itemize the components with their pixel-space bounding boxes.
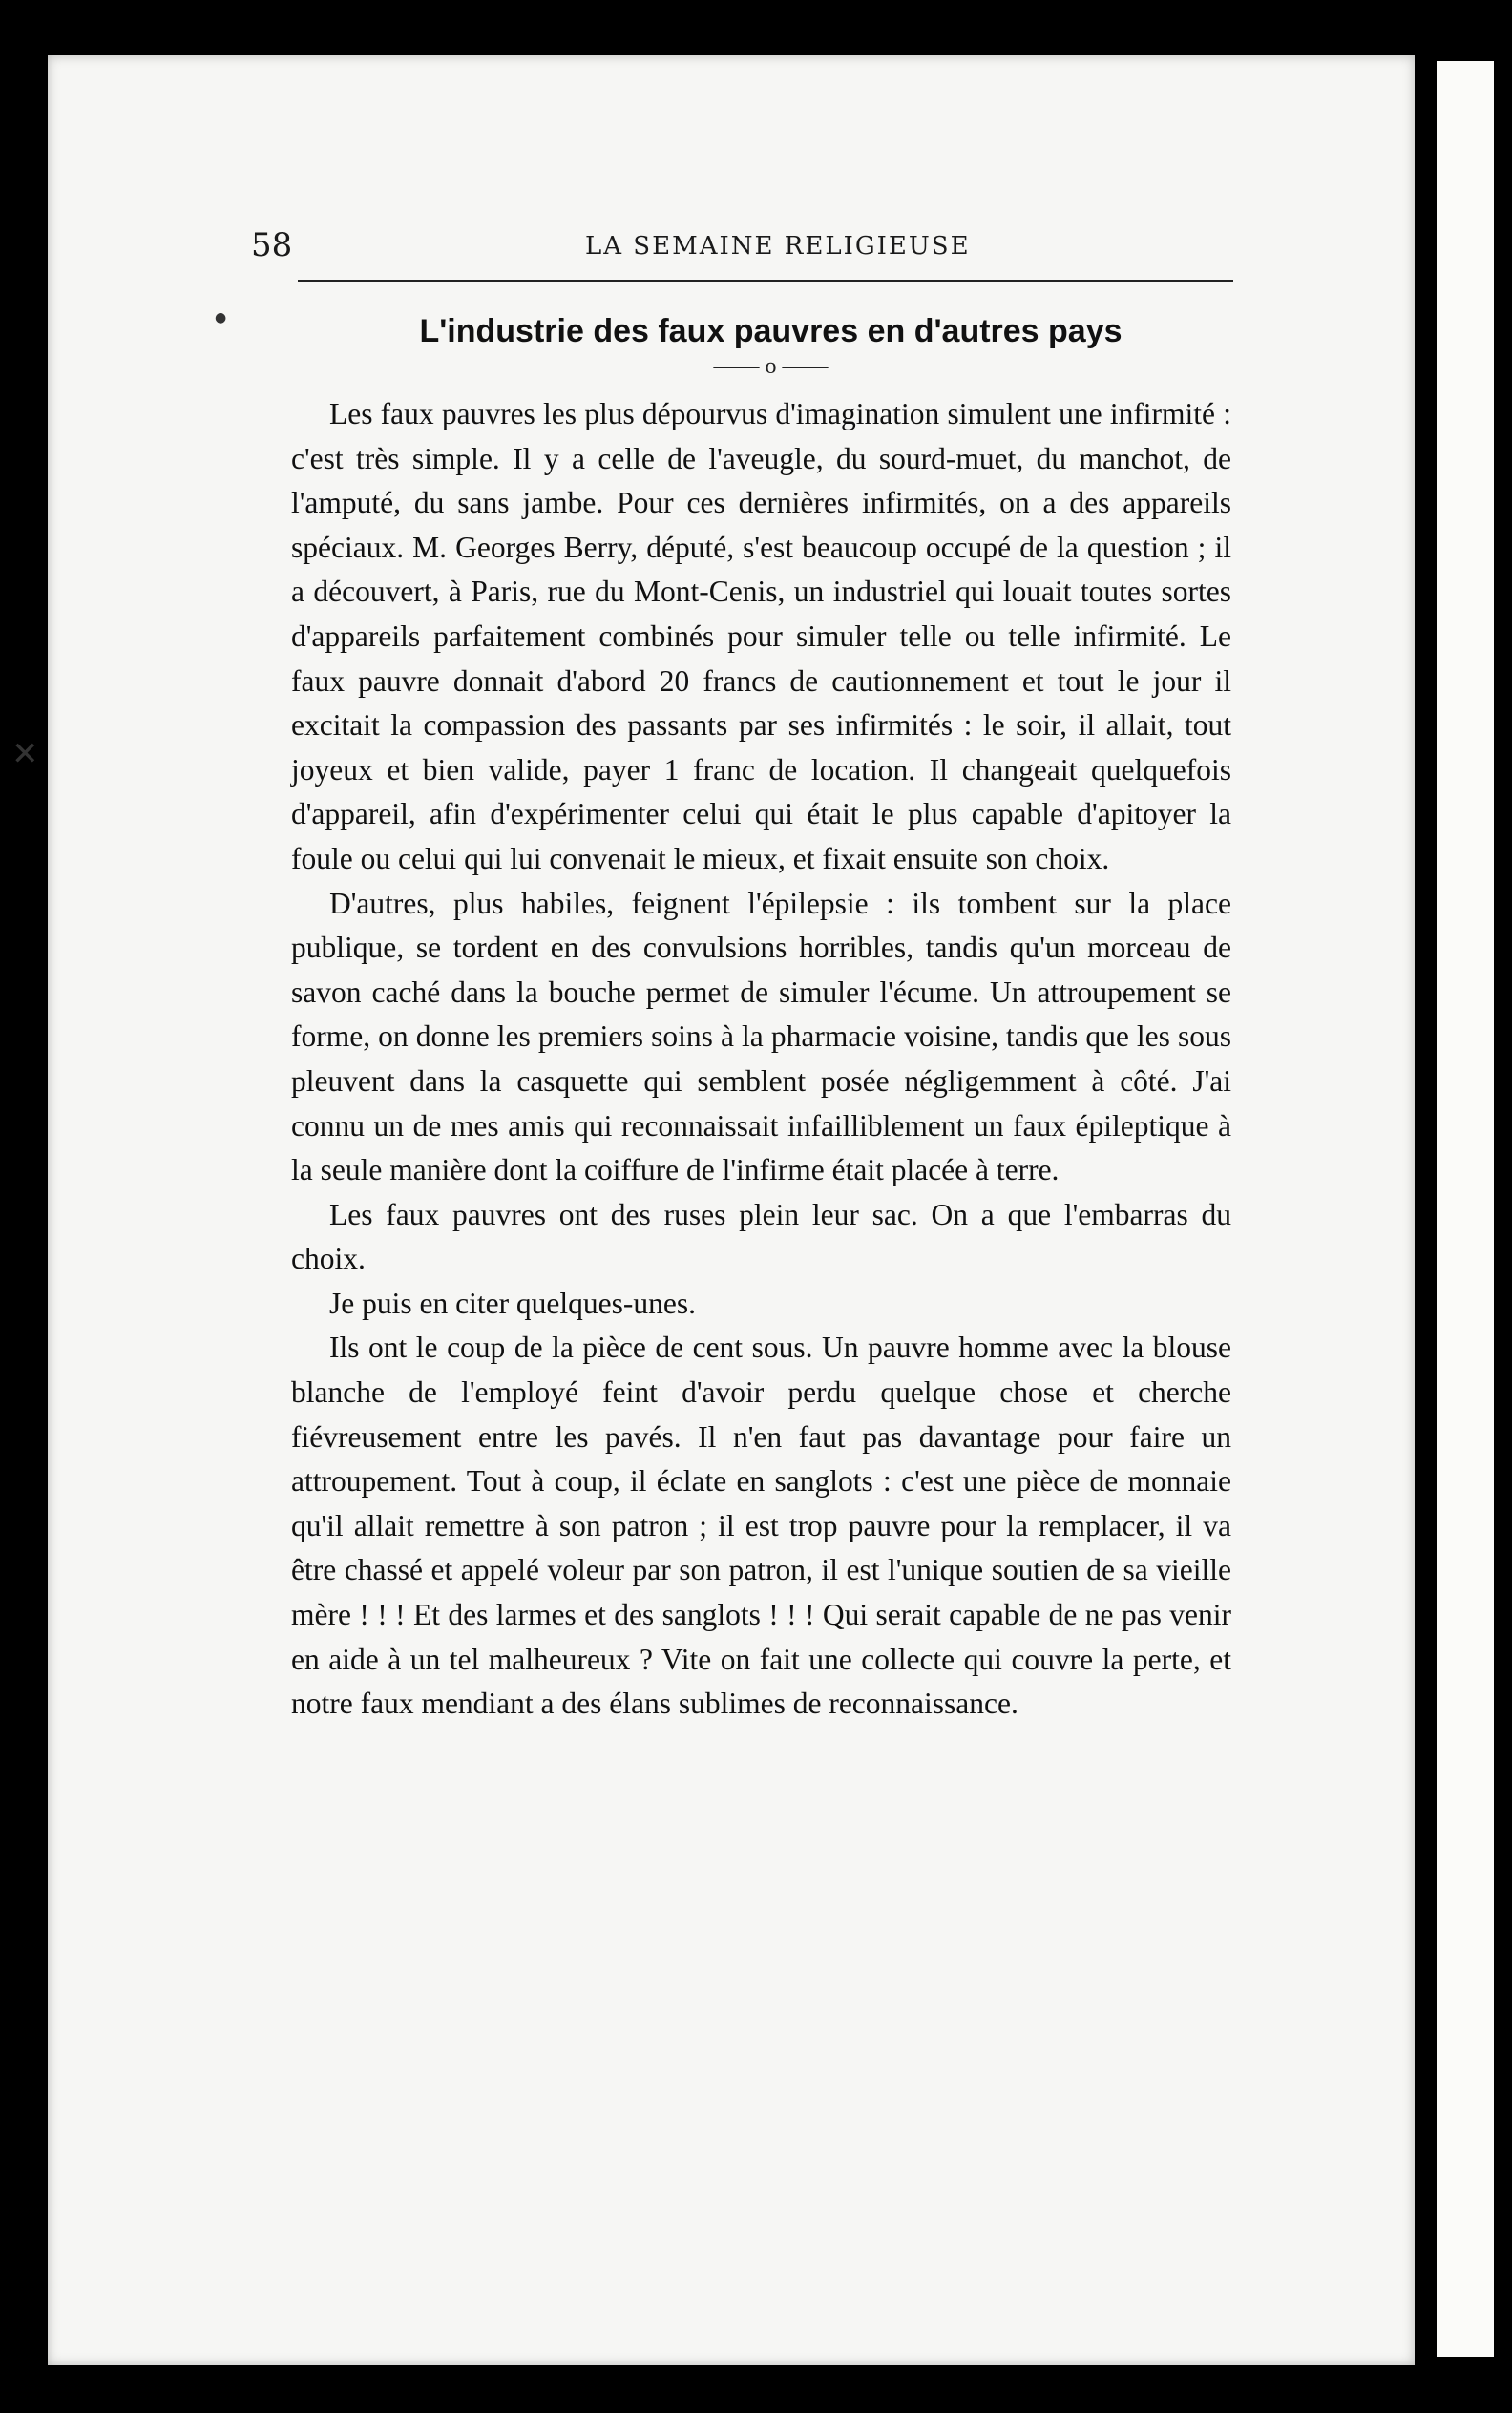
paragraph-1: Les faux pauvres les plus dépourvus d'imagination simulent une infirmité : c'est très simple. Il y a celle de l'aveugle, du sourd-muet, du manchot, de l'amputé, du sans jambe. Pour ces dernières infirmités, on a des appareils spéciaux. M. Georges Berry, député, s'est beaucoup occupé de la question ; il a découvert, à Paris, rue du Mont-Cenis, un industriel qui louait toutes sortes d'appareils parfaitement combinés pour simuler telle ou telle infirmité. Le faux pauvre donnait d'abord 20 francs de cautionnement et tout le jour il excitait la compassion des passants par ses infirmités : le soir, il allait, tout joyeux et bien valide, payer 1 franc de location. Il changeait quelquefois d'appareil, afin d'expérimenter celui qui était le plus capable d'apitoyer la foule ou celui qui lui convenait le mieux, et fixait ensuite son choix. <box>291 397 1231 875</box>
title-ornament: —— o —— <box>713 354 829 379</box>
page-header <box>251 226 1239 274</box>
paragraph-5: Ils ont le coup de la pièce de cent sous. Un pauvre homme avec la blouse blanche de l'employé feint d'avoir perdu quelque chose et cherche fiévreusement entre les pavés. Il n'en faut pas davantage pour faire un attroupement. Tout à coup, il éclate en sanglots : c'est une pièce de monnaie qu'il allait remettre à son patron ; il est trop pauvre pour la remplacer, il va être chassé et appelé voleur par son patron, il est l'unique soutien de sa vieille mère ! ! ! Et des larmes et des sanglots ! ! ! Qui serait capable de ne pas venir en aide à un tel malheureux ? Vite on fait une collecte qui couvre la perte, et notre faux mendiant a des élans sublimes de reconnaissance. <box>291 1331 1231 1721</box>
running-title: LA SEMAINE RELIGIEUSE <box>585 232 971 261</box>
header-rule <box>298 280 1233 282</box>
paragraph-3: Les faux pauvres ont des ruses plein leur sac. On a que l'embarras du choix. <box>291 1197 1231 1276</box>
margin-bookmark-mark: ✕ <box>11 735 39 773</box>
article <box>291 310 1231 1727</box>
paragraph-2: D'autres, plus habiles, feignent l'épilepsie : ils tombent sur la place publique, se tordent en des convulsions horribles, tandis qu'un morceau de savon caché dans la bouche permet de simuler l'écume. Un attroupement se forme, on donne les premiers soins à la pharmacie voisine, tandis que les sous pleuvent dans la casquette qui semblent posée négligemment à côté. J'ai connu un de mes amis qui reconnaissait infailliblement un faux épileptique à la seule manière dont la coiffure de l'infirme était placée à terre. <box>291 886 1231 1187</box>
paragraph-4: Je puis en citer quelques-unes. <box>329 1286 697 1320</box>
page-number: 58 <box>251 226 293 264</box>
margin-dot-mark: ● <box>215 310 227 325</box>
adjacent-page-edge <box>1437 61 1494 2357</box>
article-title: L'industrie des faux pauvres en d'autres pays <box>419 313 1123 349</box>
